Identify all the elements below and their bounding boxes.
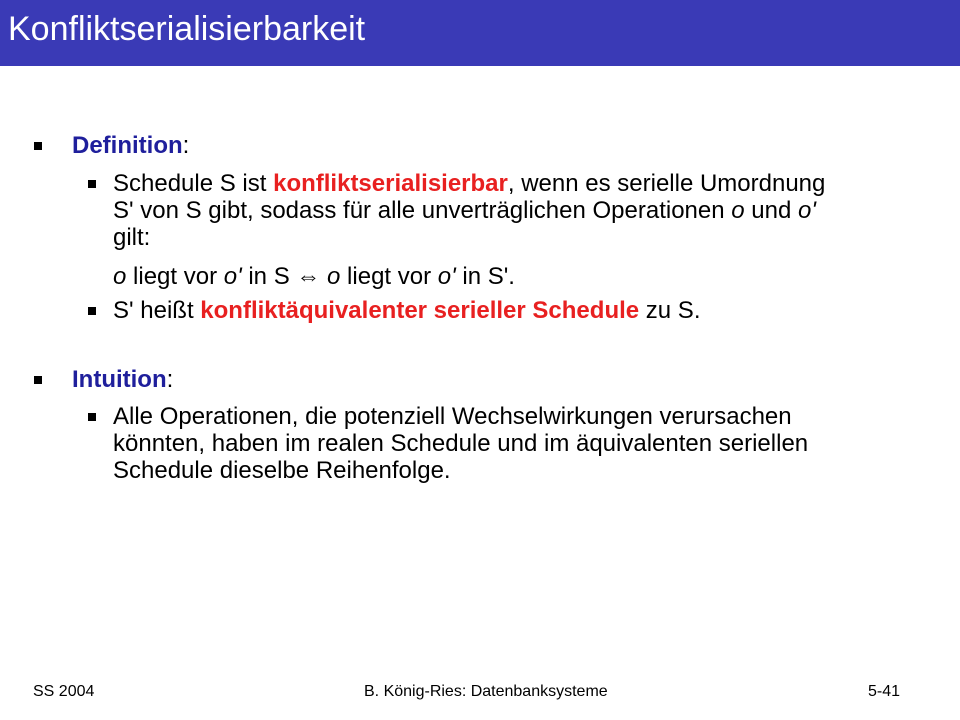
bullet-intuition — [34, 376, 42, 384]
definition-heading-line — [72, 134, 189, 158]
item1-line2-text: S' von S gibt, sodass für alle unverträglichen Operationen — [113, 197, 732, 224]
formula-o1: o — [113, 263, 127, 290]
bullet-intuition-item — [88, 413, 96, 421]
formula-t2: in S — [241, 263, 297, 290]
item2-prefix: S' heißt — [113, 297, 201, 324]
bullet-item2 — [88, 307, 96, 315]
item1-line2 — [113, 199, 816, 223]
intuition-line3: Schedule dieselbe Reihenfolge. — [113, 457, 451, 484]
item1-line2-o: o — [731, 197, 745, 224]
item1-term: konfliktserialisierbar — [273, 170, 508, 197]
intuition-heading: Intuition — [72, 366, 167, 393]
definition-heading: Definition — [72, 132, 183, 159]
item1-line3: gilt: — [113, 224, 151, 251]
formula-t1: liegt vor — [126, 263, 224, 290]
bullet-item1 — [88, 180, 96, 188]
item2-line — [113, 299, 700, 323]
item1-prefix: Schedule S ist — [113, 170, 274, 197]
equivalence-arrow-icon: ⇔ — [296, 263, 321, 290]
item1-line2-o2: o' — [798, 197, 816, 224]
formula-o2: o' — [223, 263, 242, 290]
definition-colon: : — [182, 132, 190, 159]
formula-o3: o — [320, 263, 341, 290]
slide-title: Konfliktserialisierbarkeit — [8, 10, 366, 48]
item1-line2-und: und — [744, 197, 799, 224]
item2-term: konfliktäquivalenter serieller Schedule — [200, 297, 640, 324]
footer-right: 5-41 — [868, 683, 901, 700]
formula-t3: liegt vor — [340, 263, 438, 290]
bullet-definition — [34, 142, 42, 150]
intuition-line1: Alle Operationen, die potenziell Wechselwirkungen verursachen — [113, 403, 792, 430]
formula-o4: o' — [437, 263, 456, 290]
intuition-heading-line — [72, 368, 173, 392]
item2-suffix: zu S. — [639, 297, 701, 324]
intuition-line2: könnten, haben im realen Schedule und im äquivalenten seriellen — [113, 430, 809, 457]
formula-t4: in S'. — [455, 263, 515, 290]
title-bar — [0, 0, 960, 66]
definition-formula — [113, 265, 515, 289]
item1-line1 — [113, 172, 825, 196]
footer-center: B. König-Ries: Datenbanksysteme — [364, 683, 608, 700]
footer-left: SS 2004 — [33, 683, 95, 700]
intuition-colon: : — [166, 366, 174, 393]
item1-suffix: , wenn es serielle Umordnung — [507, 170, 826, 197]
